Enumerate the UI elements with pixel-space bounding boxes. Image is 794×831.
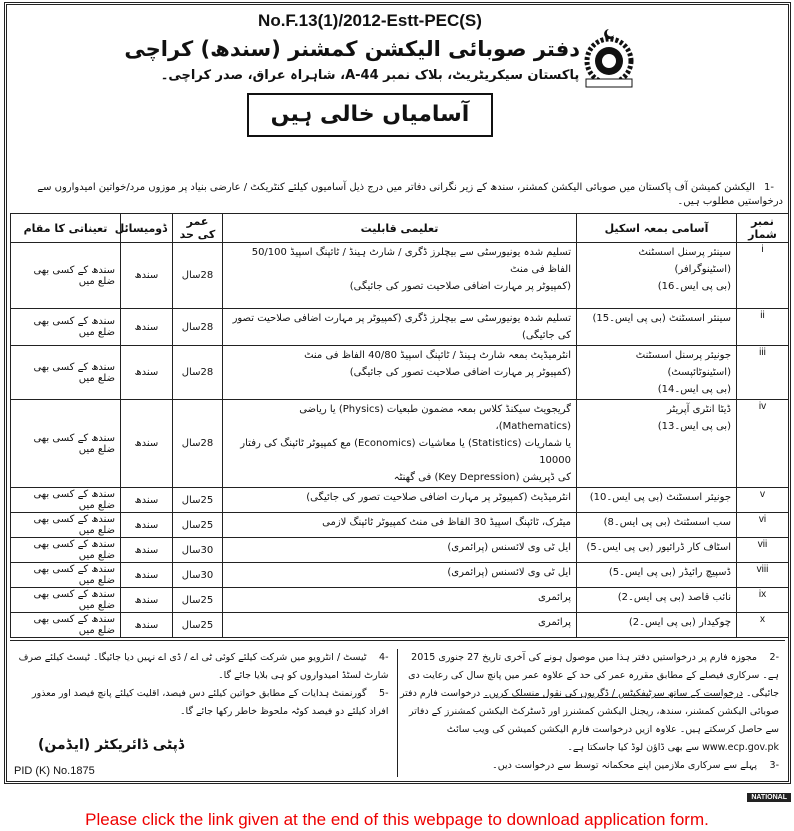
post-cell (577, 588, 737, 613)
header-center (124, 9, 580, 137)
posting-place-cell: سندھ کے کسی بھی ضلع میں (11, 538, 121, 563)
posting-place-cell: سندھ کے کسی بھی ضلع میں (11, 613, 121, 638)
note-number: -3 (769, 760, 779, 771)
table-header-row (11, 214, 789, 243)
post-cell (577, 538, 737, 563)
post-name: اسٹاف کار ڈرائیور (بی پی ایس۔5) (586, 542, 731, 553)
intro-paragraph (12, 181, 783, 209)
age-cell: 25سال (173, 513, 223, 538)
domicile-cell: سندھ (121, 400, 173, 488)
serial-cell: x (737, 613, 789, 638)
note-text: ٹیسٹ / انٹرویو میں شرکت کیلئے کوئی ٹی اے / ڈی اے نہیں دیا جائیگا۔ ٹیسٹ کیلئے صرف شارٹ لسٹڈ امیدواروں کو ہی بلایا جائے گا۔ (18, 652, 389, 681)
post-cell (577, 513, 737, 538)
reference-number: No.F.13(1)/2012-Estt-PEC(S) (258, 11, 482, 30)
qualification-cell (223, 538, 577, 563)
qualification-cell (223, 488, 577, 513)
qualification-line: تسلیم شدہ یونیورسٹی سے بیچلرز ڈگری (کمپیوٹر پر مہارت اضافی صلاحیت تصور کی جائیگی) (232, 313, 571, 341)
age-cell: 28سال (173, 400, 223, 488)
domicile-cell: سندھ (121, 513, 173, 538)
post-name: ڈیٹا انٹری آپریٹر (667, 404, 731, 415)
posting-place-cell: سندھ کے کسی بھی ضلع میں (11, 243, 121, 309)
post-name: سینئر پرسنل اسسٹنٹ (اسٹینوگرافر) (638, 247, 731, 275)
qualification-line: انٹرمیڈیٹ بمعہ شارٹ ہینڈ / ٹائپنگ اسپیڈ 40/80 الفاظ فی منٹ (304, 350, 571, 361)
post-scale: (بی پی ایس۔14) (657, 384, 731, 395)
ecp-emblem-icon (580, 27, 638, 89)
table-row (11, 243, 789, 309)
qualification-cell (223, 309, 577, 346)
post-name: ڈسپیچ رائیڈر (بی پی ایس۔5) (608, 567, 731, 578)
domicile-cell: سندھ (121, 243, 173, 309)
post-cell (577, 400, 737, 488)
posting-place-cell: سندھ کے کسی بھی ضلع میں (11, 488, 121, 513)
signatory: ڈپٹی ڈائریکٹر (ایڈمن) (38, 737, 185, 753)
note-number: -2 (769, 652, 779, 663)
qualification-line: انٹرمیڈیٹ (کمپیوٹر پر مہارت اضافی صلاحیت تصور کی جائیگی) (306, 492, 571, 503)
qualification-cell (223, 243, 577, 309)
table-row (11, 346, 789, 400)
qualification-line: (کمپیوٹر پر مہارت اضافی صلاحیت تصور کی جائیگی) (349, 367, 571, 378)
qualification-cell (223, 513, 577, 538)
domicile-cell: سندھ (121, 563, 173, 588)
post-name: سب اسسٹنٹ (بی پی ایس۔8) (603, 517, 731, 528)
notes-right (398, 649, 780, 775)
domicile-cell: سندھ (121, 309, 173, 346)
header-serial: نمبر شمار (737, 214, 789, 243)
table-row (11, 400, 789, 488)
domicile-cell: سندھ (121, 588, 173, 613)
age-cell: 28سال (173, 346, 223, 400)
posting-place-cell: سندھ کے کسی بھی ضلع میں (11, 588, 121, 613)
serial-cell: i (737, 243, 789, 309)
qualification-line: پرائمری (538, 592, 571, 603)
vacancies-heading: آسامیاں خالی ہیں (247, 93, 494, 137)
qualification-line: یا شماریات (Statistics) یا معاشیات (Economics) مع کمپیوٹر ٹائپنگ کی رفتار 10000 (240, 438, 571, 466)
notes-section (10, 640, 785, 777)
post-name: چوکیدار (بی پی ایس۔2) (628, 617, 731, 628)
domicile-cell: سندھ (121, 613, 173, 638)
qualification-line: ایل ٹی وی لائسنس (پرائمری) (447, 542, 571, 553)
serial-cell: viii (737, 563, 789, 588)
post-scale: (بی پی ایس۔13) (657, 421, 731, 432)
age-cell: 28سال (173, 309, 223, 346)
post-cell (577, 613, 737, 638)
table-row (11, 563, 789, 588)
table-row (11, 488, 789, 513)
header-qualification: تعلیمی قابلیت (223, 214, 577, 243)
header-posting-place: تعیناتی کا مقام (11, 214, 121, 243)
post-cell (577, 488, 737, 513)
age-cell: 30سال (173, 563, 223, 588)
table-row (11, 613, 789, 638)
note-text: درخواست فارم دفتر صوبائی الیکشن کمشنر، سندھ، ریجنل الیکشن کمشنرز اور ڈسٹرکٹ الیکشن کمشنرز کے دفاتر سے حاصل کرسکتے ہیں۔ علاوہ ازیں درخواست فارم الیکشن کمیشن کی ویب سائٹ www.ecp.gov.pk سے بھی ڈاؤن لوڈ کیا جاسکتا ہے۔ (399, 688, 779, 753)
table-row (11, 513, 789, 538)
note-text: مجوزہ فارم پر درخواستیں دفتر ہذا میں موصول ہونے کی آخری تاریخ 27 جنوری 2015 ہے۔ سرکاری فیصلے کے مطابق مقررہ عمر کی حد کے علاوہ عمر میں پانچ سال کی رعایت دی جائیگی۔ (408, 652, 779, 699)
table-row (11, 588, 789, 613)
age-cell: 25سال (173, 588, 223, 613)
header-age: عمر کی حد (173, 214, 223, 243)
intro-number: -1 (764, 182, 774, 193)
note-2 (398, 649, 780, 757)
download-form-note: Please click the link given at the end of this webpage to download application form. (85, 810, 709, 829)
serial-cell: vii (737, 538, 789, 563)
note-3 (398, 757, 780, 775)
post-name: نائب قاصد (بی پی ایس۔2) (617, 592, 731, 603)
qualification-cell (223, 400, 577, 488)
header (10, 9, 785, 177)
domicile-cell: سندھ (121, 538, 173, 563)
posting-place-cell: سندھ کے کسی بھی ضلع میں (11, 513, 121, 538)
qualification-cell (223, 563, 577, 588)
qualification-line: ایل ٹی وی لائسنس (پرائمری) (447, 567, 571, 578)
post-cell (577, 243, 737, 309)
qualification-line: کی ڈپریشن (Key Depression) فی گھنٹہ (393, 472, 571, 483)
domicile-cell: سندھ (121, 346, 173, 400)
header-domicile: ڈومیسائل (121, 214, 173, 243)
posting-place-cell: سندھ کے کسی بھی ضلع میں (11, 309, 121, 346)
note-text: گورنمنٹ ہدایات کے مطابق خواتین کیلئے دس فیصد، اقلیت کیلئے پانچ فیصد اور معذور افراد کیلئے دو فیصد کوٹہ ملحوظ خاطر رکھا جائے گا۔ (32, 688, 389, 717)
post-name: جونیئر پرسنل اسسٹنٹ (اسٹینوٹائپسٹ) (635, 350, 731, 378)
header-post: آسامی بمعہ اسکیل (577, 214, 737, 243)
age-cell: 28سال (173, 243, 223, 309)
serial-cell: ix (737, 588, 789, 613)
qualification-cell (223, 613, 577, 638)
post-name: جونیئر اسسٹنٹ (بی پی ایس۔10) (589, 492, 731, 503)
qualification-cell (223, 346, 577, 400)
office-title: دفتر صوبائی الیکشن کمشنر (سندھ) کراچی (124, 37, 580, 61)
post-cell (577, 563, 737, 588)
serial-cell: iv (737, 400, 789, 488)
qualification-line: میٹرک، ٹائپنگ اسپیڈ 30 الفاظ فی منٹ کمپیوٹر ٹائپنگ لازمی (322, 517, 571, 528)
office-address: پاکستان سیکریٹریٹ، بلاک نمبر A-44، شاہراہ عراق، صدر کراچی۔ (160, 68, 580, 83)
table-row (11, 538, 789, 563)
posting-place-cell: سندھ کے کسی بھی ضلع میں (11, 400, 121, 488)
qualification-line: گریجویٹ سیکنڈ کلاس بمعہ مضمون طبعیات (Physics) یا ریاضی (Mathematics)، (299, 404, 571, 432)
qualification-line: پرائمری (538, 617, 571, 628)
age-cell: 25سال (173, 488, 223, 513)
pid-number: PID (K) No.1875 (14, 765, 95, 777)
serial-cell: vi (737, 513, 789, 538)
serial-cell: ii (737, 309, 789, 346)
intro-text: الیکشن کمیشن آف پاکستان میں صوبائی الیکشن کمشنر، سندھ کے زیر نگرانی دفاتر میں درج ذیل آسامیوں کیلئے کنٹریکٹ / عارضی بنیاد پر موزوں مرد/خواتین امیدواروں سے درخواستیں مطلوب ہیں۔ (37, 182, 783, 207)
qualification-line: (کمپیوٹر پر مہارت اضافی صلاحیت تصور کی جائیگی) (349, 281, 571, 292)
posting-place-cell: سندھ کے کسی بھی ضلع میں (11, 346, 121, 400)
note-number: -4 (379, 652, 389, 663)
advertisement-frame (4, 2, 791, 784)
note-5 (14, 685, 389, 721)
domicile-cell: سندھ (121, 488, 173, 513)
serial-cell: v (737, 488, 789, 513)
age-cell: 25سال (173, 613, 223, 638)
source-row (0, 784, 794, 803)
vacancies-table (10, 213, 789, 638)
serial-cell: iii (737, 346, 789, 400)
post-cell (577, 346, 737, 400)
post-scale: (بی پی ایس۔16) (657, 281, 731, 292)
source-label: NATIONAL (747, 793, 791, 802)
post-cell (577, 309, 737, 346)
note-number: -5 (379, 688, 389, 699)
age-cell: 30سال (173, 538, 223, 563)
qualification-cell (223, 588, 577, 613)
posting-place-cell: سندھ کے کسی بھی ضلع میں (11, 563, 121, 588)
note-4 (14, 649, 389, 685)
note-text: پہلے سے سرکاری ملازمین اپنے محکمانہ توسط سے درخواست دیں۔ (492, 760, 757, 771)
post-name: سینئر اسسٹنٹ (بی پی ایس۔15) (592, 313, 731, 324)
qualification-line: تسلیم شدہ یونیورسٹی سے بیچلرز ڈگری / شارٹ ہینڈ / ٹائپنگ اسپیڈ 50/100 الفاظ فی منٹ (251, 247, 571, 275)
table-row (11, 309, 789, 346)
note-underlined-text: درخواست کے ساتھ سرٹیفکیٹس / ڈگریوں کی نقول منسلک کریں۔ (483, 688, 743, 699)
